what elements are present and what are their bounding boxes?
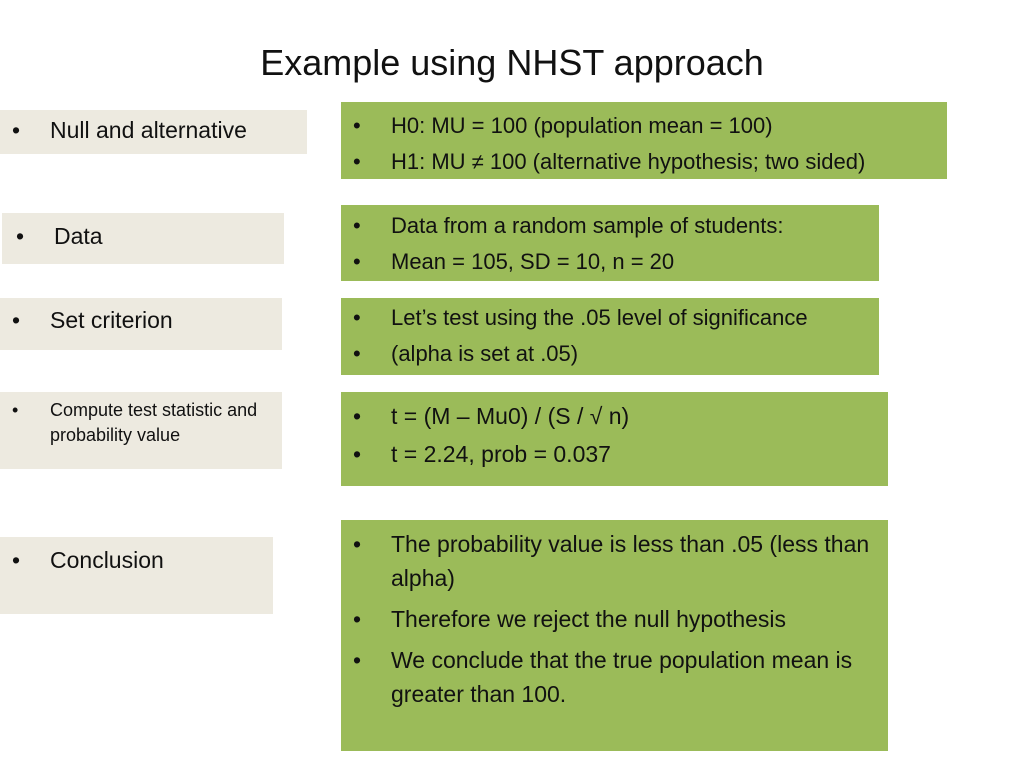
bullet-icon: •: [353, 531, 362, 557]
bullet-icon: •: [12, 547, 21, 573]
list-item: • t = (M – Mu0) / (S / √ n): [341, 397, 888, 435]
step-label-text: • Compute test statistic and probability value: [12, 400, 258, 445]
step-label-conclusion: [0, 537, 273, 614]
list-item: • Mean = 105, SD = 10, n = 20: [341, 244, 879, 280]
data-box: [341, 205, 879, 281]
list-item: • Therefore we reject the null hypothesis: [341, 602, 888, 636]
list-item: • H0: MU = 100 (population mean = 100): [341, 108, 947, 144]
list-item: • H1: MU ≠ 100 (alternative hypothesis; two sided): [341, 144, 947, 180]
bullet-icon: •: [12, 117, 21, 143]
bullet-icon: •: [353, 403, 362, 429]
bullet-icon: •: [353, 341, 361, 366]
step-label-data: [2, 213, 284, 264]
bullet-icon: •: [353, 441, 362, 467]
step-label-set-criterion: [0, 298, 282, 350]
list-item: • The probability value is less than .05 (less than alpha): [341, 527, 888, 595]
list-item: • (alpha is set at .05): [341, 336, 879, 372]
step-label-text: • Conclusion: [12, 547, 164, 573]
bullet-icon: •: [12, 307, 21, 333]
hypotheses-box: [341, 102, 947, 179]
list-item: • Let’s test using the .05 level of significance: [341, 300, 879, 336]
step-label-null-and-alternative: [0, 110, 307, 154]
bullet-icon: •: [353, 305, 361, 330]
list-item: • t = 2.24, prob = 0.037: [341, 435, 888, 473]
list-item: • We conclude that the true population mean is greater than 100.: [341, 643, 888, 711]
bullet-icon: •: [353, 249, 361, 274]
bullet-icon: •: [353, 149, 361, 174]
bullet-icon: •: [353, 113, 361, 138]
bullet-icon: •: [16, 223, 25, 249]
step-label-text: • Null and alternative: [12, 117, 247, 143]
list-item: • Data from a random sample of students:: [341, 208, 879, 244]
bullet-icon: •: [353, 606, 362, 632]
compute-box: [341, 392, 888, 486]
step-label-compute-test-statistic: [0, 392, 282, 469]
bullet-icon: •: [353, 647, 362, 673]
slide-title: Example using NHST approach: [260, 42, 764, 83]
step-label-text: • Set criterion: [12, 307, 173, 333]
bullet-icon: •: [12, 400, 19, 420]
bullet-icon: •: [353, 213, 361, 238]
criterion-box: [341, 298, 879, 375]
step-label-text: • Data: [16, 223, 103, 249]
conclusion-box: [341, 520, 888, 751]
